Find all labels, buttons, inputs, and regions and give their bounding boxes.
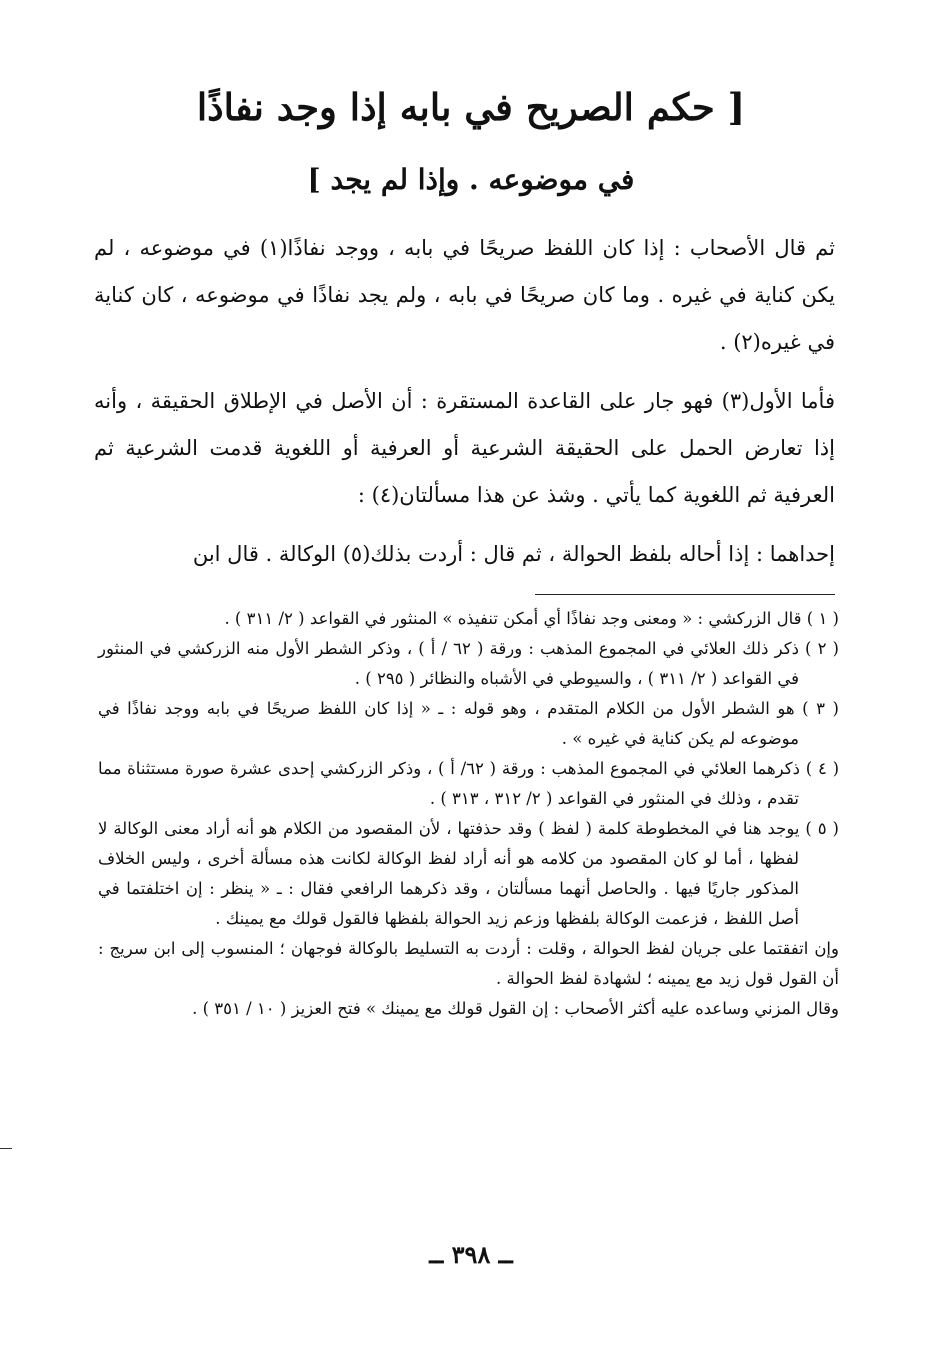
- footnotes: [98, 604, 839, 1024]
- chapter-subtitle: في موضوعه . وإذا لم يجد ]: [307, 163, 635, 196]
- body-paragraph-1: ثم قال الأصحاب : إذا كان اللفظ صريحًا في بابه ، ووجد نفاذًا(١) في موضوعه ، لم يكن كناية في غيره . وما كان صريحًا في بابه ، ولم يجد نفاذًا في موضوعه ، كان كناية في غيره(٢) .: [94, 236, 835, 354]
- body-paragraph-2: فأما الأول(٣) فهو جار على القاعدة المستقرة : أن الأصل في الإطلاق الحقيقة ، وأنه إذا تعارض الحمل على الحقيقة الشرعية أو العرفية أو اللغوية قدمت الشرعية ثم العرفية ثم اللغوية كما يأتي . وشذ عن هذا مسألتان(٤) :: [94, 389, 835, 507]
- scan-edge-mark: [0, 1148, 12, 1149]
- body-paragraph-3: إحداهما : إذا أحاله بلفظ الحوالة ، ثم قال : أردت بذلك(٥) الوكالة . قال ابن: [192, 542, 835, 566]
- footnote-5-continuation-1: وإن اتفقتما على جريان لفظ الحوالة ، وقلت : أردت به التسليط بالوكالة فوجهان ؛ المنسوب إلى ابن سريج : أن القول قول زيد مع يمينه ؛ لشهادة لفظ الحوالة .: [98, 939, 839, 988]
- footnote-3: ( ٣ ) هو الشطر الأول من الكلام المتقدم ، وهو قوله : ـ « إذا كان اللفظ صريحًا في بابه ووجد نفاذًا في موضوعه لم يكن كناية في غيره » .: [98, 699, 839, 748]
- chapter-title: [ حكم الصريح في بابه إذا وجد نفاذًا: [196, 85, 746, 129]
- footnote-4: ( ٤ ) ذكرهما العلائي في المجموع المذهب : ورقة ( ٦٢/ أ ) ، وذكر الزركشي إحدى عشرة صورة مستثناة مما تقدم ، وذلك في المنثور في القواعد ( ٢/ ٣١٢ ، ٣١٣ ) .: [98, 759, 840, 808]
- main-text: [94, 225, 835, 590]
- footnote-5-continuation-2: وقال المزني وساعده عليه أكثر الأصحاب : إن القول قولك مع يمينك » فتح العزيز ( ١٠ / ٣٥١ ) .: [192, 999, 839, 1018]
- footnote-5: ( ٥ ) يوجد هنا في المخطوطة كلمة ( لفظ ) وقد حذفتها ، لأن المقصود من الكلام هو أنه أراد معنى الوكالة لا لفظها ، أما لو كان المقصود من كلامه هو أنه أراد لفظ الوكالة لكانت هذه مسألة أخرى ، وليس الخلاف المذكور جاريًا فيها . والحاصل أنهما مسألتان ، وقد ذكرهما الرافعي فقال : ـ « ينظر : إن اختلفتما في أصل اللفظ ، فزعمت الوكالة بلفظها وزعم زيد الحوالة بلفظها فالقول قولك مع يمينك .: [98, 819, 839, 928]
- footnote-2: ( ٢ ) ذكر ذلك العلائي في المجموع المذهب : ورقة ( ٦٢ / أ ) ، وذكر الشطر الأول منه الزركشي في المنثور في القواعد ( ٢/ ٣١١ ) ، والسيوطي في الأشباه والنظائر ( ٢٩٥ ) .: [98, 639, 839, 688]
- page-number: ــ ٣٩٨ ــ: [429, 1240, 513, 1269]
- footnote-1: ( ١ ) قال الزركشي : « ومعنى وجد نفاذًا أي أمكن تنفيذه » المنثور في القواعد ( ٢/ ٣١١ ) .: [224, 609, 839, 628]
- footnote-separator: [535, 594, 835, 595]
